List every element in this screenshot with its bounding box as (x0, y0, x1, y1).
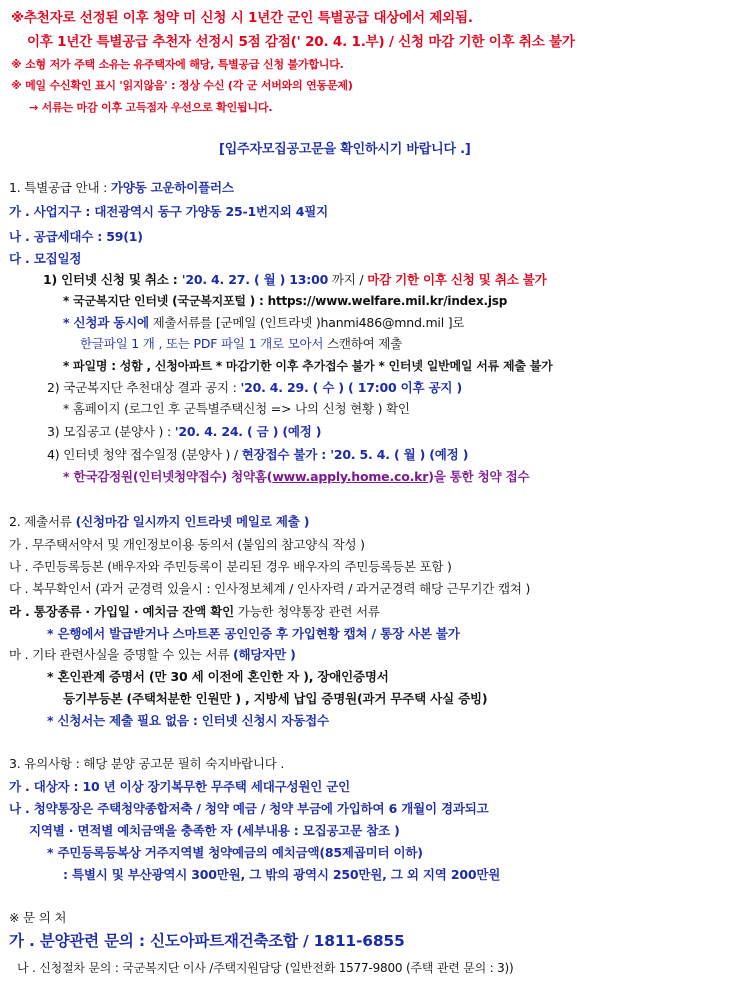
section3-na-2: 지역별 · 면적별 예치금액을 충족한 자 (세부내용 : 모집공고문 참조 ) (29, 823, 400, 838)
section1-heading-prefix: 1. 특별공급 안내 : (9, 180, 111, 195)
section2-ra-rest: 가능한 청약통장 관련 서류 (234, 604, 380, 619)
schedule-2-check: * 홈페이지 (로그인 후 군특별주택신청 => 나의 신청 현황 ) 확인 (63, 401, 410, 416)
schedule-1-prefix: 1) 인터넷 신청 및 취소 : (43, 272, 182, 287)
section2-ra (9, 603, 380, 621)
warning-line-2: 이후 1년간 특별공급 추천자 선정시 5점 감점(' 20. 4. 1.부) / 신청 마감 기한 이후 취소 불가 (27, 34, 575, 50)
schedule-1-file-rest: 스캔하여 제출 (323, 336, 403, 351)
contact-heading: ※ 문 의 처 (9, 910, 67, 925)
schedule-1-filename: * 파일명 : 성함 , 신청아파트 * 마감기한 이후 추가접수 불가 * 인터넷 일반메일 서류 제출 불가 (63, 359, 553, 373)
schedule-4 (47, 446, 468, 464)
schedule-1-date: '20. 4. 27. ( 월 ) 13:00 (181, 272, 329, 287)
schedule-2 (47, 379, 462, 397)
schedule-2-prefix: 2) 국군복지단 추천대상 결과 공지 : (47, 380, 241, 395)
section2-heading-note: (신청마감 일시까지 인트라넷 메일로 제출 ) (75, 514, 310, 529)
contact-ga: 가 . 분양관련 문의 : 신도아파트재건축조합 / 1811-6855 (9, 932, 405, 950)
warning-line-1: ※추천자로 선정된 이후 청약 미 신청 시 1년간 군인 특별공급 대상에서 제외됨. (11, 10, 473, 26)
schedule-4-apply (63, 468, 529, 486)
warning-line-3: ※ 소형 저가 주택 소유는 유주택자에 해당, 특별공급 신청 불가합니다. (11, 58, 344, 71)
section2-ma-a: * 혼인관계 증명서 (만 30 세 이전에 혼인한 자 ), 장애인증명서 (47, 669, 389, 684)
section3-na-4: : 특별시 및 부산광역시 300만원, 그 밖의 광역시 250만원, 그 외 지역 200만원 (63, 867, 501, 882)
section3-na-1: 나 . 청약통장은 주택청약종합저축 / 청약 예금 / 청약 부금에 가입하여 6 개월이 경과되고 (9, 801, 489, 816)
section2-ma-note: (해당자만 ) (232, 647, 296, 662)
section2-ma-c: * 신청서는 제출 필요 없음 : 인터넷 신청시 자동접수 (47, 713, 329, 728)
schedule-3-prefix: 3) 모집공고 (분양사 ) : (47, 424, 175, 439)
section2-ra-note: * 은행에서 발급받거나 스마트폰 공인인증 후 가입현황 캡쳐 / 통장 사본 불가 (47, 626, 460, 641)
section3-heading: 3. 유의사항 : 해당 분양 공고문 필히 숙지바랍니다 . (9, 756, 285, 771)
section1-ga: 가 . 사업지구 : 대전광역시 동구 가양동 25-1번지외 4필지 (9, 204, 329, 219)
section2-ma-prefix: 마 . 기타 관련사실을 증명할 수 있는 서류 (9, 647, 233, 662)
section1-heading (9, 179, 234, 197)
schedule-4-apply-suffix: )을 통한 청약 접수 (428, 469, 530, 484)
section2-da: 다 . 복무확인서 (과거 군경력 있을시 : 인사정보체계 / 인사자력 / 과거군경력 해당 근무기간 캡쳐 ) (9, 581, 531, 596)
schedule-2-date: '20. 4. 29. ( 수 ) ( 17:00 이후 공지 ) (240, 380, 462, 395)
apply-home-link[interactable]: www.apply.home.co.kr (272, 469, 429, 484)
schedule-4-prefix: 4) 인터넷 청약 접수일정 (분양사 ) / (47, 447, 242, 462)
section1-heading-name: 가양동 고운하이플러스 (110, 180, 234, 195)
schedule-1-submit-highlight: * 신청과 동시에 (63, 315, 149, 330)
warning-line-5: → 서류는 마감 이후 고득점자 우선으로 확인됩니다. (29, 101, 273, 114)
schedule-1-submit (63, 314, 464, 332)
schedule-1-submit-rest: 제출서류를 [군메일 (인트라넷 )hanmi486@mnd.mil ]로 (148, 315, 465, 330)
schedule-1-welfare-site: * 국군복지단 인터넷 (국군복지포털 ) : https://www.welfare.mil.kr/index.jsp (63, 294, 508, 308)
section3-ga: 가 . 대상자 : 10 년 이상 장기복무한 무주택 세대구성원인 군인 (9, 779, 350, 794)
section2-ma-b: 등기부등본 (주택처분한 인원만 ) , 지방세 납입 증명원(과거 무주택 사실 증빙) (63, 691, 488, 706)
section2-na: 나 . 주민등록등본 (배우자와 주민등록이 분리된 경우 배우자의 주민등록등본 포함 ) (9, 559, 452, 574)
contact-na: 나 . 신청절차 문의 : 국군복지단 이사 /주택지원담당 (일반전화 1577-9800 (주택 관련 문의 : 3)) (17, 961, 514, 975)
schedule-3 (47, 423, 321, 441)
schedule-1-file (80, 335, 402, 353)
section1-na: 나 . 공급세대수 : 59(1) (9, 229, 143, 244)
schedule-1-file-highlight: 한글파일 1 개 , 또는 PDF 파일 1 개로 모아서 (80, 336, 324, 351)
schedule-1-warning: 마감 기한 이후 신청 및 취소 불가 (367, 272, 547, 287)
warning-line-4: ※ 메일 수신확인 표시 '읽지않음' : 정상 수신 (각 군 서버와의 연동문제) (11, 79, 353, 92)
section2-ra-bold: 라 . 통장종류 · 가입일 · 예치금 잔액 확인 (9, 604, 234, 619)
schedule-1-mid: 까지 / (328, 272, 368, 287)
schedule-1 (43, 271, 547, 289)
section2-ma (9, 646, 296, 664)
notice-line: [입주자모집공고문을 확인하시기 바랍니다 .] (219, 142, 471, 157)
section2-ga: 가 . 무주택서약서 및 개인정보이용 동의서 (붙임의 참고양식 작성 ) (9, 537, 365, 552)
schedule-4-date: 현장접수 불가 : '20. 5. 4. ( 월 ) (예정 ) (241, 447, 469, 462)
section2-heading-prefix: 2. 제출서류 (9, 514, 76, 529)
schedule-4-apply-prefix: * 한국감정원(인터넷청약접수) 청약홈( (63, 469, 273, 484)
schedule-3-date: '20. 4. 24. ( 금 ) (예정 ) (174, 424, 322, 439)
section1-da: 다 . 모집일정 (9, 251, 82, 266)
section3-na-3: * 주민등록등복상 거주지역별 청약예금의 예치금액(85제곱미터 이하) (47, 845, 423, 860)
section2-heading (9, 513, 309, 531)
